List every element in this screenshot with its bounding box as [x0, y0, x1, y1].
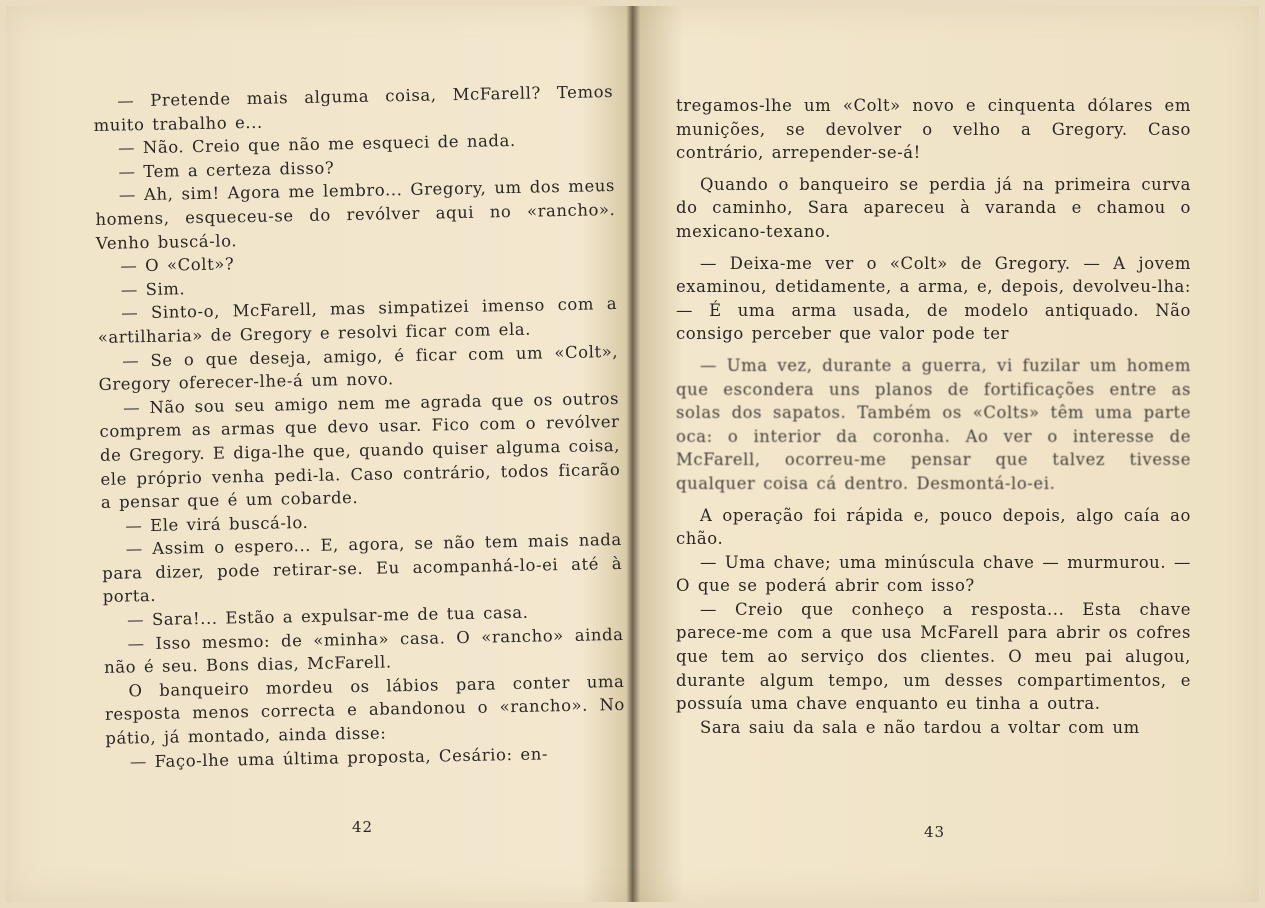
- paragraph: — Se o que deseja, amigo, é ficar com um «Colt», Gregory oferecer-lhe-á um novo.: [98, 341, 619, 395]
- paragraph: — Creio que conheço a resposta... Esta chave parece-me com a que usa McFarell para abrir os cofres que tem ao serviço dos clientes. O meu pai alugou, durante algum tempo, um desses compartimentos, e possuía uma chave enquanto eu tinha a outra.: [676, 599, 1191, 714]
- paragraph: — Não sou seu amigo nem me agrada que os outros comprem as armas que devo usar. Fico com o revólver de Gregory. E diga-lhe que, quando quiser alguma coisa, ele próprio venha pedi-la. Caso contrário, todos ficarão a pensar que é um cobarde.: [99, 388, 621, 513]
- paragraph: — Uma vez, durante a guerra, vi fuzilar um homem que escondera uns planos de fortificações entre as solas dos sapatos. Também os «Colts» têm uma parte oca: o interior da coronha. Ao ver o interesse de McFarell, ocorreu-me pensar que talvez tivesse qualquer coisa cá dentro. Desmontá-lo-ei.: [676, 355, 1191, 493]
- paragraph: Sara saiu da sala e não tardou a voltar com um: [700, 717, 1140, 737]
- paragraph: — Deixa-me ver o «Colt» de Gregory. — A jovem examinou, detidamente, a arma, e, depois, devolveu-lha: — É uma arma usada, de modelo antiquado. Não consigo perceber que valor pode ter: [676, 253, 1191, 344]
- paragraph: A operação foi rápida e, pouco depois, algo caía ao chão.: [676, 505, 1191, 549]
- paragraph: — Ele virá buscá-lo.: [125, 512, 309, 536]
- left-page: [0, 0, 630, 908]
- page-number: 43: [924, 823, 946, 841]
- paragraph: — Sim.: [120, 279, 186, 300]
- paragraph: — Sara!... Estão a expulsar-me de tua casa.: [126, 602, 529, 630]
- paragraph: — Faço-lhe uma última proposta, Cesário: en-: [129, 744, 549, 772]
- paragraph: — Não. Creio que não me esqueci de nada.: [117, 131, 516, 158]
- paragraph: Quando o banqueiro se perdia já na primeira curva do caminho, Sara apareceu à varanda e chamou o mexicano-texano.: [676, 174, 1191, 241]
- paragraph: tregamos-lhe um «Colt» novo e cinquenta dólares em munições, se devolver o velho a Gregory. Caso contrário, arrepender-se-á!: [676, 96, 1191, 163]
- paragraph: — Ah, sim! Agora me lembro... Gregory, um dos meus homens, esqueceu-se do revólver aqui no «rancho». Venho buscá-lo.: [95, 176, 616, 253]
- right-page-text: [676, 94, 1191, 739]
- paragraph: — O «Colt»?: [120, 254, 235, 276]
- paragraph: — Assim o espero... E, agora, se não tem mais nada para dizer, pode retirar-se. Eu acompanhá-lo-ei até à porta.: [102, 530, 623, 607]
- paragraph: — Uma chave; uma minúscula chave — murmurou. — O que se poderá abrir com isso?: [676, 552, 1191, 596]
- left-page-text: [93, 80, 626, 774]
- paragraph: — Sinto-o, McFarell, mas simpatizei imenso com a «artilharia» de Gregory e resolvi ficar com ela.: [97, 294, 618, 347]
- right-page: [636, 0, 1265, 908]
- paragraph: — Isso mesmo: de «minha» casa. O «rancho» ainda não é seu. Bons dias, McFarell.: [103, 624, 624, 678]
- paragraph: — Tem a certeza disso?: [118, 158, 335, 182]
- paragraph: — Pretende mais alguma coisa, McFarell? Temos muito trabalho e...: [93, 82, 614, 135]
- page-number: 42: [352, 818, 374, 836]
- paragraph: O banqueiro mordeu os lábios para conter uma resposta menos correcta e abandonou o «rancho». No pátio, já montado, ainda disse:: [104, 671, 626, 748]
